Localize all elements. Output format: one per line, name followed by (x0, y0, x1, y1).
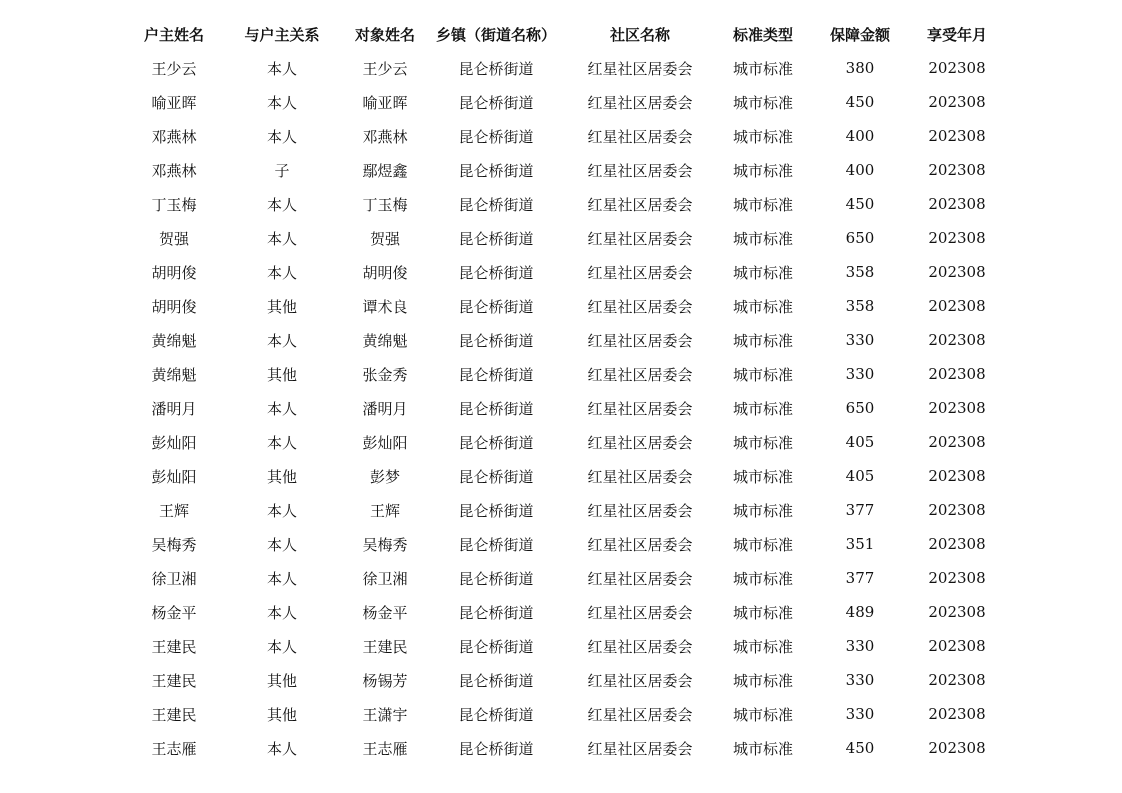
col-recipient-name-cell: 谭术良 (362, 297, 408, 316)
col-household-head-cell: 王辉 (158, 501, 189, 520)
col-amount-cell: 405 (845, 433, 875, 451)
col-standard-type-cell: 城市标准 (732, 637, 793, 656)
col-household-head-cell: 胡明俊 (151, 297, 197, 316)
table-row (120, 595, 998, 629)
col-township-cell: 昆仑桥街道 (458, 671, 534, 690)
col-recipient-name-cell: 王志雁 (362, 739, 408, 758)
col-community-cell: 红星社区居委会 (587, 229, 693, 248)
col-amount-cell: 450 (845, 195, 875, 213)
table-row (120, 663, 998, 697)
col-township-cell: 昆仑桥街道 (458, 399, 534, 418)
col-amount-cell: 380 (845, 59, 875, 77)
col-household-head-cell: 杨金平 (151, 603, 197, 622)
col-amount-cell: 330 (845, 705, 875, 723)
table-row (120, 221, 998, 255)
col-amount-cell: 650 (845, 229, 875, 247)
col-household-head-cell: 王建民 (151, 671, 197, 690)
col-relation-cell: 本人 (266, 569, 297, 588)
col-township-cell: 昆仑桥街道 (458, 535, 534, 554)
col-relation-cell: 本人 (266, 331, 297, 350)
col-standard-type-cell: 城市标准 (732, 195, 793, 214)
col-recipient-name-cell: 贺强 (369, 229, 400, 248)
col-township-cell: 昆仑桥街道 (458, 161, 534, 180)
col-relation-cell: 本人 (266, 739, 297, 758)
col-relation-cell: 本人 (266, 433, 297, 452)
col-community-cell: 红星社区居委会 (587, 93, 693, 112)
col-community-cell: 红星社区居委会 (587, 705, 693, 724)
col-township-cell: 昆仑桥街道 (458, 501, 534, 520)
col-household-head-cell: 邓燕林 (151, 161, 197, 180)
col-amount-cell: 377 (845, 501, 875, 519)
col-recipient-name-cell: 鄢煜鑫 (362, 161, 408, 180)
col-community-cell: 红星社区居委会 (587, 263, 693, 282)
col-period-cell: 202308 (928, 297, 986, 315)
col-standard-type-cell: 城市标准 (732, 739, 793, 758)
col-amount-cell: 450 (845, 93, 875, 111)
col-relation-cell: 本人 (266, 127, 297, 146)
col-period-cell: 202308 (928, 195, 986, 213)
col-recipient-name-cell: 杨金平 (362, 603, 408, 622)
col-household-head-cell: 徐卫湘 (151, 569, 197, 588)
col-township-cell: 昆仑桥街道 (458, 365, 534, 384)
col-period-cell: 202308 (928, 365, 986, 383)
benefit-table (120, 17, 998, 765)
col-period-cell: 202308 (928, 127, 986, 145)
table-row (120, 731, 998, 765)
col-community-cell: 红星社区居委会 (587, 671, 693, 690)
col-household-head-cell: 胡明俊 (151, 263, 197, 282)
col-period-cell: 202308 (928, 637, 986, 655)
col-relation-cell: 本人 (266, 535, 297, 554)
col-period-cell: 202308 (928, 433, 986, 451)
col-amount-cell: 330 (845, 331, 875, 349)
col-standard-type-cell: 城市标准 (732, 297, 793, 316)
col-community-cell: 红星社区居委会 (587, 501, 693, 520)
col-community-cell: 红星社区居委会 (587, 433, 693, 452)
col-community-cell: 红星社区居委会 (587, 127, 693, 146)
table-row (120, 323, 998, 357)
col-standard-type-cell: 城市标准 (732, 263, 793, 282)
col-recipient-name-cell: 彭灿阳 (362, 433, 408, 452)
col-community-cell: 红星社区居委会 (587, 195, 693, 214)
col-township-cell: 昆仑桥街道 (458, 93, 534, 112)
col-township-cell: 昆仑桥街道 (458, 637, 534, 656)
col-relation-cell: 本人 (266, 195, 297, 214)
col-period-cell: 202308 (928, 603, 986, 621)
col-period-cell: 202308 (928, 331, 986, 349)
col-township-cell: 昆仑桥街道 (458, 59, 534, 78)
table-row (120, 391, 998, 425)
col-amount-cell: 358 (845, 263, 875, 281)
col-period-cell: 202308 (928, 501, 986, 519)
col-community-cell: 红星社区居委会 (587, 331, 693, 350)
col-township-cell: 昆仑桥街道 (458, 127, 534, 146)
col-recipient-name-cell: 王建民 (362, 637, 408, 656)
col-household-head-cell: 王少云 (151, 59, 197, 78)
table-row (120, 697, 998, 731)
col-township-cell: 昆仑桥街道 (458, 331, 534, 350)
col-period-cell: 202308 (928, 263, 986, 281)
col-period-cell: 202308 (928, 229, 986, 247)
col-standard-type-cell: 城市标准 (732, 229, 793, 248)
col-community-cell: 红星社区居委会 (587, 365, 693, 384)
col-household-head-cell: 王建民 (151, 705, 197, 724)
table-row (120, 187, 998, 221)
table-row (120, 153, 998, 187)
col-standard-type-cell: 城市标准 (732, 671, 793, 690)
col-community-cell: 红星社区居委会 (587, 637, 693, 656)
col-amount-cell: 358 (845, 297, 875, 315)
col-period-header: 享受年月 (926, 25, 987, 44)
col-relation-cell: 其他 (266, 705, 297, 724)
col-period-cell: 202308 (928, 59, 986, 77)
col-recipient-name-cell: 丁玉梅 (362, 195, 408, 214)
col-household-head-cell: 王建民 (151, 637, 197, 656)
col-period-cell: 202308 (928, 93, 986, 111)
col-relation-cell: 本人 (266, 93, 297, 112)
col-standard-type-cell: 城市标准 (732, 93, 793, 112)
table-row (120, 629, 998, 663)
col-period-cell: 202308 (928, 467, 986, 485)
col-township-header: 乡镇（街道名称） (435, 25, 556, 44)
col-standard-type-cell: 城市标准 (732, 59, 793, 78)
table-row (120, 289, 998, 323)
col-amount-cell: 377 (845, 569, 875, 587)
col-standard-type-cell: 城市标准 (732, 433, 793, 452)
col-recipient-name-cell: 吴梅秀 (362, 535, 408, 554)
header-row (120, 17, 998, 51)
col-community-cell: 红星社区居委会 (587, 603, 693, 622)
col-recipient-name-cell: 张金秀 (362, 365, 408, 384)
col-community-cell: 红星社区居委会 (587, 161, 693, 180)
col-household-head-cell: 王志雁 (151, 739, 197, 758)
col-recipient-name-cell: 王潇宇 (362, 705, 408, 724)
col-recipient-name-cell: 彭梦 (369, 467, 400, 486)
table-row (120, 527, 998, 561)
col-amount-cell: 489 (845, 603, 875, 621)
col-standard-type-cell: 城市标准 (732, 127, 793, 146)
col-household-head-header: 户主姓名 (143, 25, 204, 44)
col-community-cell: 红星社区居委会 (587, 297, 693, 316)
table-row (120, 561, 998, 595)
col-amount-cell: 400 (845, 127, 875, 145)
col-recipient-name-cell: 杨锡芳 (362, 671, 408, 690)
col-amount-cell: 330 (845, 637, 875, 655)
col-period-cell: 202308 (928, 399, 986, 417)
col-recipient-name-cell: 王少云 (362, 59, 408, 78)
col-township-cell: 昆仑桥街道 (458, 195, 534, 214)
col-standard-type-cell: 城市标准 (732, 331, 793, 350)
table-row (120, 425, 998, 459)
col-township-cell: 昆仑桥街道 (458, 739, 534, 758)
col-amount-cell: 351 (845, 535, 875, 553)
col-township-cell: 昆仑桥街道 (458, 603, 534, 622)
table-row (120, 85, 998, 119)
col-period-cell: 202308 (928, 569, 986, 587)
col-amount-cell: 405 (845, 467, 875, 485)
col-amount-cell: 330 (845, 671, 875, 689)
col-period-cell: 202308 (928, 535, 986, 553)
table-row (120, 51, 998, 85)
col-standard-type-cell: 城市标准 (732, 365, 793, 384)
col-relation-cell: 子 (274, 161, 290, 180)
table-row (120, 119, 998, 153)
col-relation-header: 与户主关系 (244, 25, 320, 44)
col-community-cell: 红星社区居委会 (587, 535, 693, 554)
table-row (120, 255, 998, 289)
col-amount-cell: 330 (845, 365, 875, 383)
col-recipient-name-cell: 黄绵魁 (362, 331, 408, 350)
col-relation-cell: 本人 (266, 229, 297, 248)
col-relation-cell: 本人 (266, 59, 297, 78)
col-standard-type-cell: 城市标准 (732, 569, 793, 588)
col-relation-cell: 其他 (266, 297, 297, 316)
col-recipient-name-header: 对象姓名 (354, 25, 415, 44)
col-recipient-name-cell: 潘明月 (362, 399, 408, 418)
col-relation-cell: 本人 (266, 603, 297, 622)
col-recipient-name-cell: 徐卫湘 (362, 569, 408, 588)
col-community-cell: 红星社区居委会 (587, 399, 693, 418)
table-body (120, 51, 998, 765)
col-relation-cell: 本人 (266, 399, 297, 418)
col-community-cell: 红星社区居委会 (587, 467, 693, 486)
col-relation-cell: 本人 (266, 501, 297, 520)
col-household-head-cell: 吴梅秀 (151, 535, 197, 554)
col-household-head-cell: 邓燕林 (151, 127, 197, 146)
col-period-cell: 202308 (928, 161, 986, 179)
table-row (120, 459, 998, 493)
col-household-head-cell: 彭灿阳 (151, 467, 197, 486)
col-standard-type-cell: 城市标准 (732, 467, 793, 486)
col-amount-cell: 450 (845, 739, 875, 757)
col-household-head-cell: 潘明月 (151, 399, 197, 418)
col-household-head-cell: 喻亚晖 (151, 93, 197, 112)
col-relation-cell: 其他 (266, 671, 297, 690)
col-recipient-name-cell: 王辉 (369, 501, 400, 520)
table-row (120, 357, 998, 391)
col-township-cell: 昆仑桥街道 (458, 705, 534, 724)
col-community-cell: 红星社区居委会 (587, 569, 693, 588)
col-township-cell: 昆仑桥街道 (458, 263, 534, 282)
col-period-cell: 202308 (928, 705, 986, 723)
col-standard-type-cell: 城市标准 (732, 399, 793, 418)
col-recipient-name-cell: 胡明俊 (362, 263, 408, 282)
col-community-header: 社区名称 (609, 25, 670, 44)
col-recipient-name-cell: 喻亚晖 (362, 93, 408, 112)
col-standard-type-cell: 城市标准 (732, 501, 793, 520)
table-row (120, 493, 998, 527)
col-relation-cell: 本人 (266, 637, 297, 656)
col-township-cell: 昆仑桥街道 (458, 569, 534, 588)
col-standard-type-header: 标准类型 (732, 25, 793, 44)
col-township-cell: 昆仑桥街道 (458, 229, 534, 248)
col-township-cell: 昆仑桥街道 (458, 433, 534, 452)
col-relation-cell: 其他 (266, 467, 297, 486)
col-township-cell: 昆仑桥街道 (458, 467, 534, 486)
col-period-cell: 202308 (928, 671, 986, 689)
col-township-cell: 昆仑桥街道 (458, 297, 534, 316)
col-household-head-cell: 黄绵魁 (151, 331, 197, 350)
col-period-cell: 202308 (928, 739, 986, 757)
col-amount-cell: 400 (845, 161, 875, 179)
col-amount-header: 保障金额 (829, 25, 890, 44)
col-household-head-cell: 贺强 (158, 229, 189, 248)
col-standard-type-cell: 城市标准 (732, 603, 793, 622)
col-household-head-cell: 彭灿阳 (151, 433, 197, 452)
col-relation-cell: 其他 (266, 365, 297, 384)
col-community-cell: 红星社区居委会 (587, 739, 693, 758)
col-household-head-cell: 黄绵魁 (151, 365, 197, 384)
col-household-head-cell: 丁玉梅 (151, 195, 197, 214)
col-community-cell: 红星社区居委会 (587, 59, 693, 78)
col-standard-type-cell: 城市标准 (732, 535, 793, 554)
col-amount-cell: 650 (845, 399, 875, 417)
col-relation-cell: 本人 (266, 263, 297, 282)
col-recipient-name-cell: 邓燕林 (362, 127, 408, 146)
col-standard-type-cell: 城市标准 (732, 161, 793, 180)
col-standard-type-cell: 城市标准 (732, 705, 793, 724)
